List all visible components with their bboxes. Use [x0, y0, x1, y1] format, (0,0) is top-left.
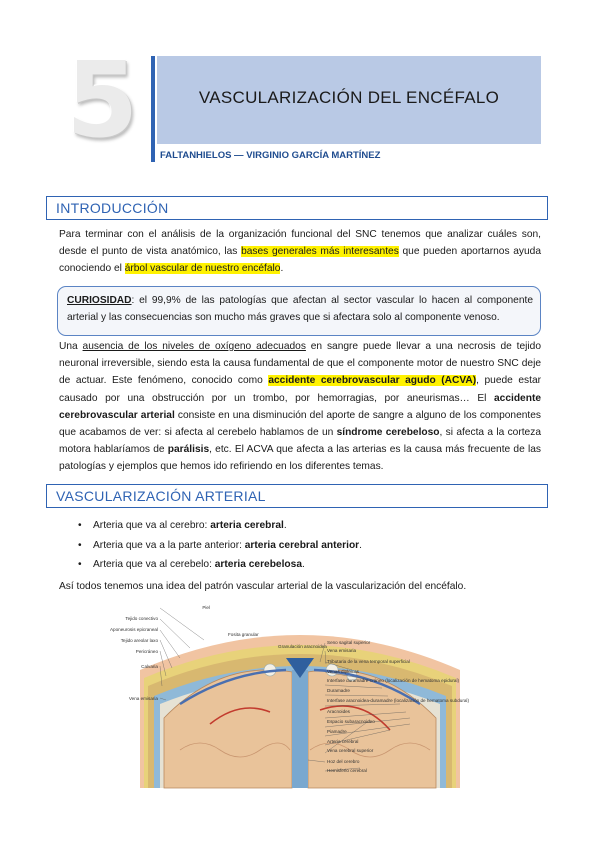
list-item: [78, 516, 538, 536]
bullet-icon: •: [78, 539, 82, 551]
text: .: [301, 559, 305, 570]
fig-label: Fosita granular: [228, 632, 259, 637]
text: Arteria que va al cerebelo:: [93, 559, 215, 570]
bold-term: parálisis: [167, 444, 210, 456]
bullet-icon: •: [78, 520, 82, 531]
fig-label: Arteria cerebral: [327, 739, 359, 744]
text: : el 99,9% de las patologías que afectan al sector vascular lo hacen al componente arterial y las consecuencias son mucho más graves que si afectara solo al componente venoso.: [67, 295, 533, 324]
list-item: [78, 555, 538, 575]
section-header-introduccion: [46, 196, 548, 220]
bold-term: arteria cerebelosa: [214, 559, 302, 570]
fig-label: Pericráneo: [135, 649, 158, 654]
chapter-number: 5: [66, 39, 139, 161]
intro-paragraph: [59, 226, 541, 278]
falx-cerebri: [292, 670, 308, 788]
section-title: VASCULARIZACIÓN ARTERIAL: [56, 488, 266, 504]
text: en sangre puede llevar a una necrosis de tejido neuronal irreversible, siendo esta la causa fundamental de que el componente motor de nuestro SNC deje de actuar. Este fenómeno, conocido como: [59, 341, 541, 387]
bold-term: arteria cerebral: [210, 520, 284, 531]
text: que pueden aportarnos ayuda conociendo el: [59, 246, 541, 275]
title-accent-bar: [151, 56, 155, 162]
highlight: bases generales más interesantes: [241, 246, 399, 258]
text: , puede estar causado por una obstrucción por un trombo, por hemorragias, por aneurismas… El: [59, 375, 541, 404]
fig-label: Vena emisaria: [128, 696, 158, 701]
bold-term: accidente cerebrovascular arterial: [59, 392, 541, 421]
text: .: [280, 263, 284, 275]
text: Una: [59, 341, 83, 352]
fig-label: Espacio subaracnoideo: [327, 719, 375, 724]
fig-label: Aponeurosis epicraneal: [109, 627, 158, 632]
bold-term: síndrome cerebeloso: [336, 427, 440, 439]
fig-label: Piamadre: [327, 729, 347, 734]
acva-paragraph: [59, 338, 541, 476]
curiosity-text: [67, 292, 533, 326]
text: Para terminar con el análisis de la organización funcional del SNC tenemos que analizar cuáles son, desde el punto de vista anatómico, las: [59, 229, 541, 258]
text: .: [283, 520, 287, 531]
bullet-list: [78, 516, 538, 575]
curiosity-label: CURIOSIDAD: [67, 295, 132, 306]
highlight: árbol vascular de nuestro encéfalo: [124, 263, 281, 275]
text: , si afecta a la corteza motora hablaríamos de: [59, 427, 541, 456]
closing-paragraph: Así todos tenemos una idea del patrón vascular arterial de la vascularización del encéfalo.: [59, 581, 467, 592]
meninges-illustration: [109, 600, 480, 788]
bold-term: arteria cerebral anterior: [244, 539, 360, 551]
text: .: [359, 539, 362, 551]
underline-text: ausencia de los niveles de oxígeno adecuados: [82, 341, 306, 352]
fig-label: Duramadre: [327, 688, 350, 693]
section-title: INTRODUCCIÓN: [56, 200, 169, 216]
fig-label: Interfase duramadre-cráneo (localización de hematoma epidural): [327, 678, 460, 683]
text: , etc. El ACVA que afecta a las arterias es la causa más frecuente de las patologías y ejemplos que hemos ido refiriendo en los diferentes temas.: [59, 444, 542, 473]
text: consiste en una disminución del aporte de sangre a alguno de los componentes que acabamos de ver: si afecta al cerebelo hablamos de un: [59, 409, 542, 439]
fig-label: Calvaria: [141, 664, 158, 669]
fig-label: Granulación aracnoidea: [278, 644, 327, 649]
bullet-icon: •: [78, 559, 82, 570]
fig-label: Hemisferio cerebral: [327, 768, 367, 773]
fig-label: Hoz del cerebro: [327, 759, 360, 764]
author-line: FALTANHIELOS — VIRGINIO GARCÍA MARTÍNEZ: [160, 150, 381, 161]
text: Arteria que va a la parte anterior:: [93, 539, 245, 551]
fig-label: Vena cerebral superior: [327, 748, 374, 753]
chapter-title: VASCULARIZACIÓN DEL ENCÉFALO: [198, 88, 500, 107]
fig-label: Interfase aracnoidea-duramadre (localización de hematoma subdural): [327, 698, 469, 703]
fig-label: Seno sagital superior: [327, 640, 371, 645]
curiosity-callout: [57, 286, 541, 336]
list-item: [78, 536, 538, 556]
fig-label: Tributaria de la vena temporal superficial: [327, 659, 410, 664]
fig-label: Piel: [202, 605, 210, 610]
text: Arteria que va al cerebro:: [93, 520, 211, 531]
highlight-acva: accidente cerebrovascular agudo (ACVA): [268, 375, 477, 387]
fig-label: Aracnoides: [327, 709, 350, 714]
fig-label: Tejido conectivo: [125, 616, 158, 621]
fig-label: Vena emisaria: [327, 648, 357, 653]
fig-label: Tejido areolar laxo: [120, 638, 158, 643]
fig-label: Venas diploicas: [327, 669, 359, 674]
section-header-arterial: [46, 484, 548, 508]
